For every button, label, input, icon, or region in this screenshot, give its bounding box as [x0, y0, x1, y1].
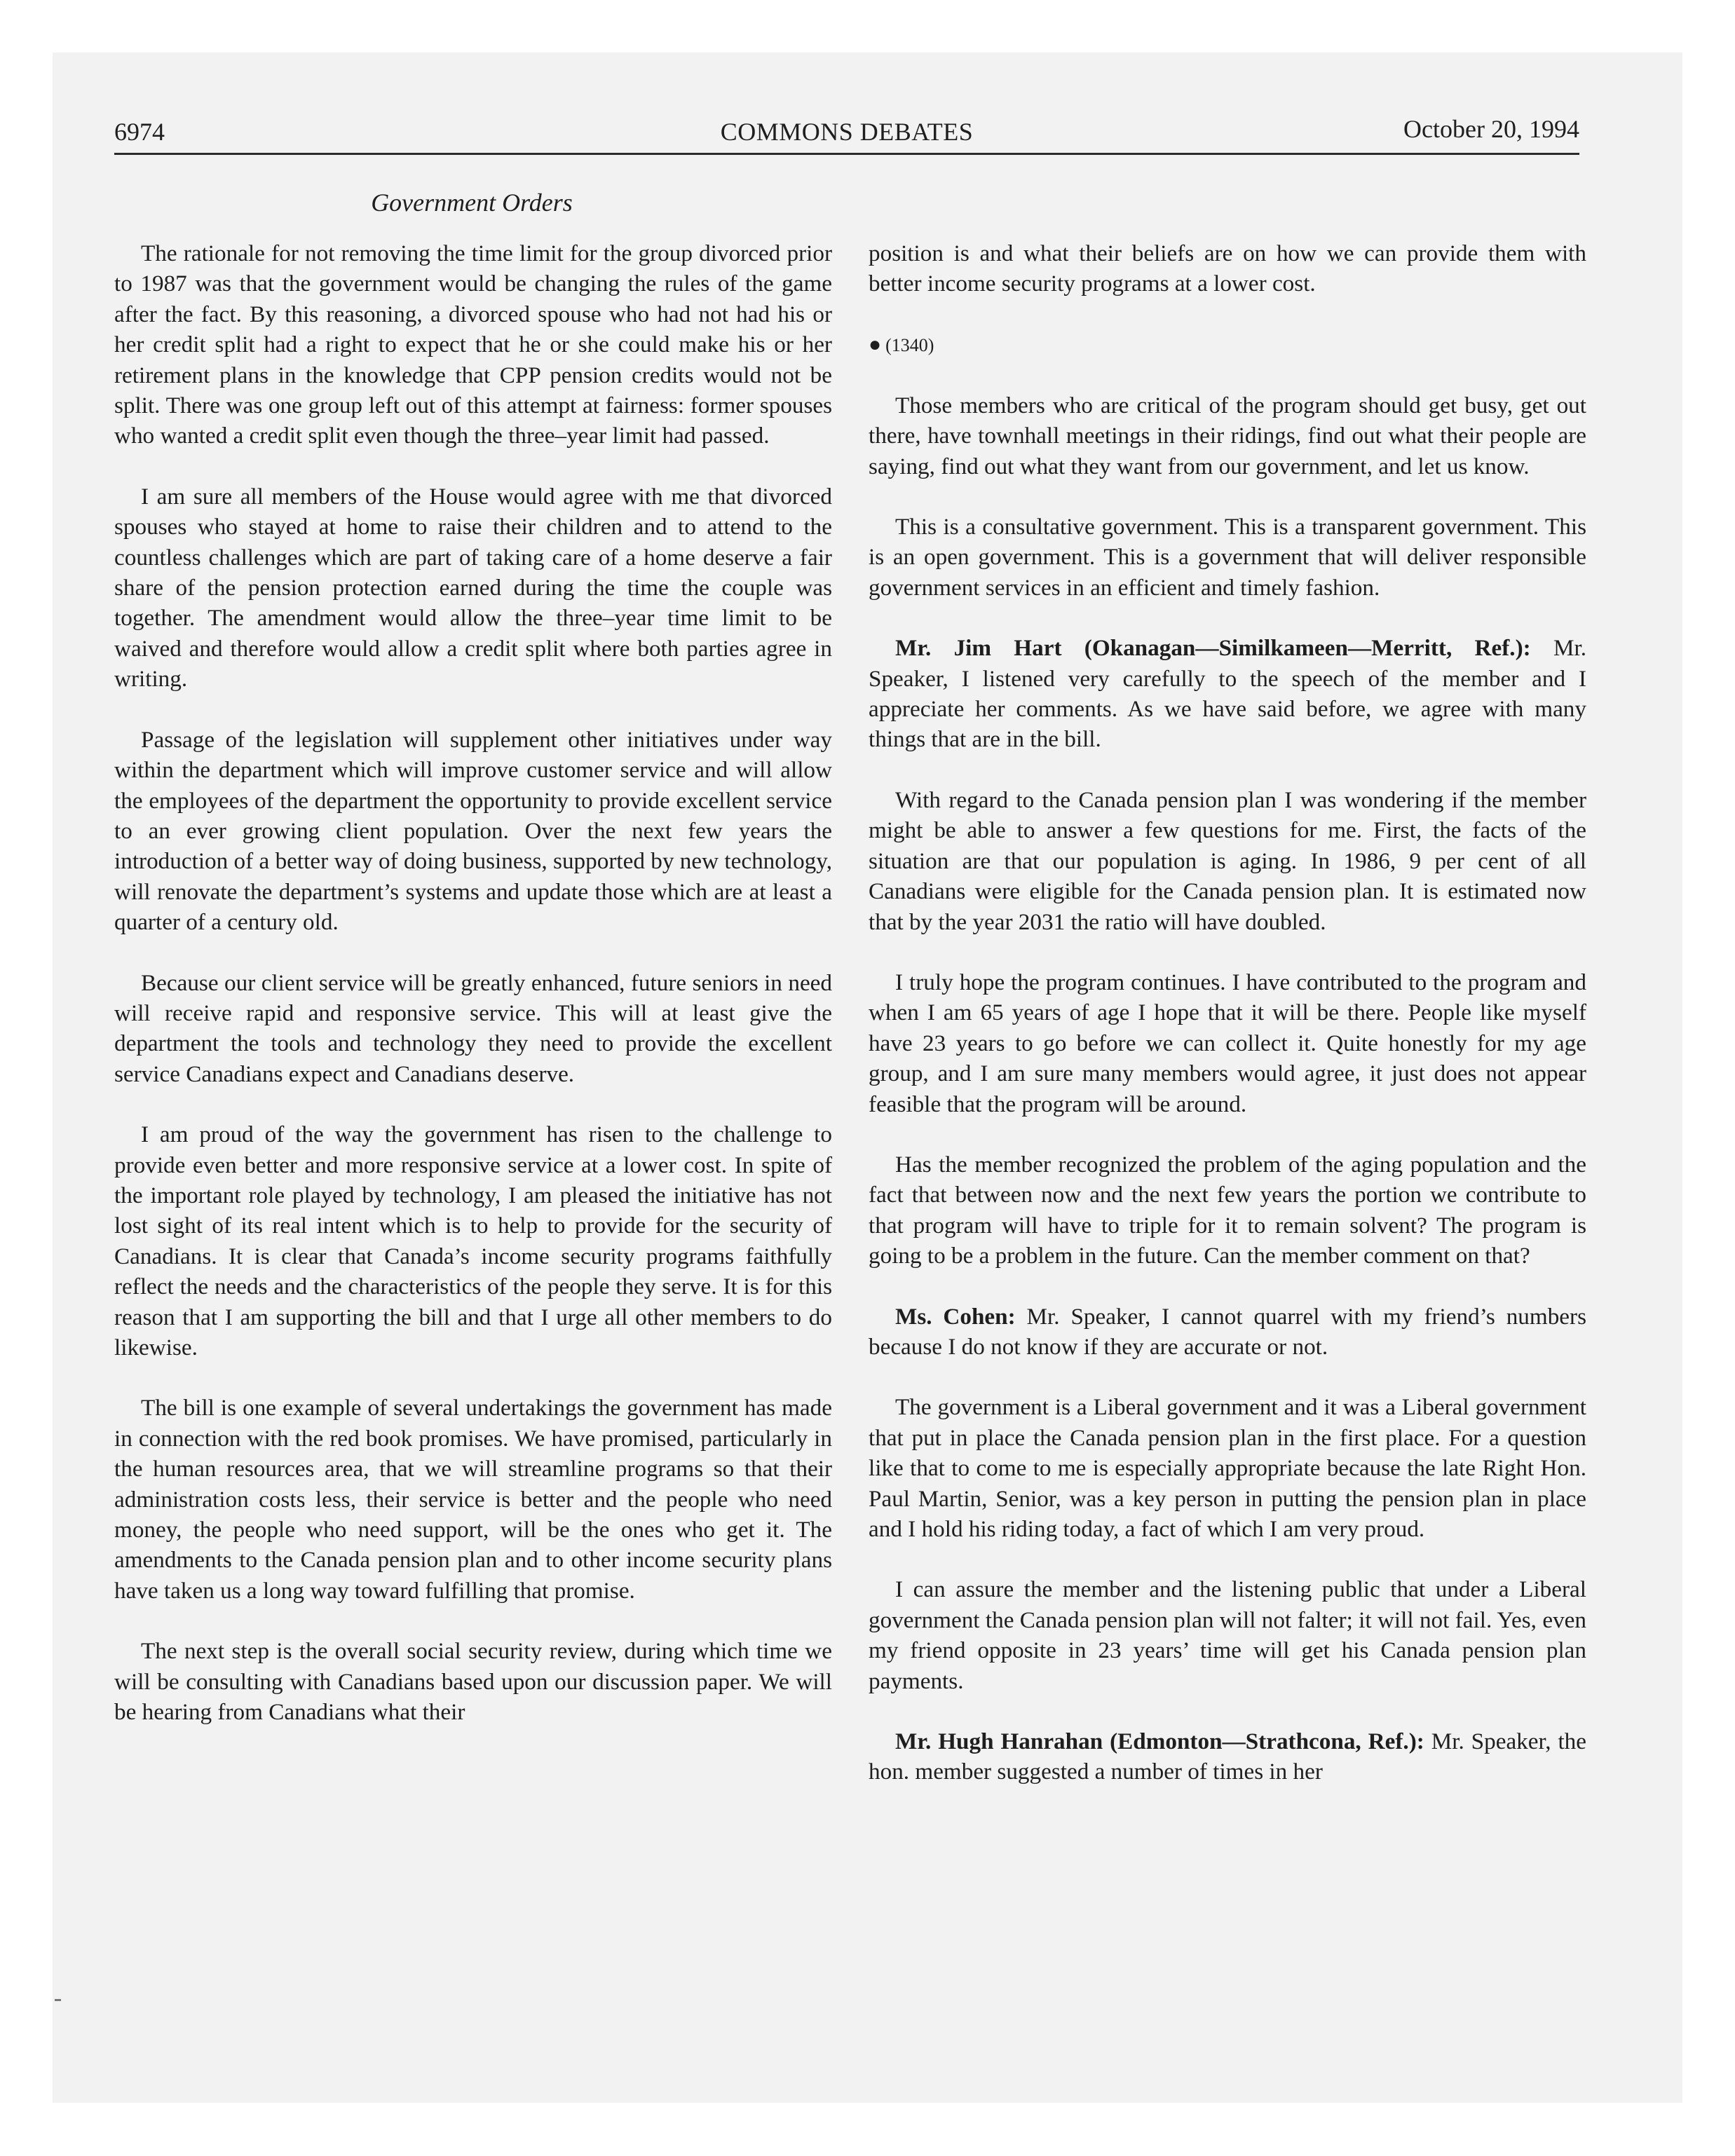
paragraph-text: This is a consultative government. This is a transparent government. This is an open government. This is a government that will deliver responsible government services in an efficient and timely fashion.: [869, 514, 1586, 601]
paragraph-text: Those members who are critical of the program should get busy, get out there, have townhall meetings in their ridings, find out what their people are saying, find out what they want from our government, and let us know.: [869, 392, 1586, 479]
paragraph: [869, 1149, 1586, 1271]
time-marker-label: (1340): [885, 334, 934, 355]
paragraph: The next step is the overall social security review, during which time we will be consulting with Canadians based upon our discussion paper. We will be hearing from Canadians what their: [114, 1638, 832, 1726]
publication-date: October 20, 1994: [1403, 115, 1579, 143]
page-number: 6974: [114, 118, 165, 146]
paragraph: [869, 390, 1586, 482]
paragraph: Passage of the legislation will supplement other initiatives under way within the department which will improve customer service and will allow the employees of the department the opportunity to provide excellent service to an ever growing client population. Over the next few years the introduction of a better way of doing business, supported by new technology, will renovate the department’s systems and update those which are at least a quarter of a century old.: [114, 726, 832, 936]
paragraph: The rationale for not removing the time limit for the group divorced prior to 1987 was that the government would be changing the rules of the game after the fact. By this reasoning, a divorced spouse who had not had his or her credit split had a right to expect that he or she could make his or her retirement plans in the knowledge that CPP pension credits would not be split. There was one group left out of this attempt at fairness: former spouses who wanted a credit split even though the three–year limit had passed.: [114, 240, 832, 449]
paragraph: [869, 1574, 1586, 1696]
paragraph: I am sure all members of the House would agree with me that divorced spouses who stayed at home to raise their children and to attend to the countless challenges which are part of taking care of a home deserve a fair share of the pension protection earned during the time the couple was together. The amendment would allow the three–year time limit to be waived and therefore would allow a credit split where both parties agree in writing.: [114, 483, 832, 692]
time-marker: [869, 329, 1586, 360]
speaker-name: Ms. Cohen:: [895, 1303, 1016, 1330]
paragraph: [869, 785, 1586, 937]
paragraph-text: Mr. Speaker, I cannot quarrel with my friend’s numbers because I do not know if they are accurate or not.: [869, 1303, 1586, 1360]
section-title: Government Orders: [371, 189, 573, 217]
paragraph: [869, 1392, 1586, 1544]
continued-paragraph: position is and what their beliefs are on how we can provide them with better income security programs at a lower cost.: [869, 240, 1586, 297]
publication-title: COMMONS DEBATES: [720, 118, 974, 146]
paragraph-text: The government is a Liberal government and it was a Liberal government that put in place the Canada pension plan in the first place. For a question like that to come to me is especially appropriate because the late Right Hon. Paul Martin, Senior, was a key person in putting the pension plan in place and I hold his riding today, a fact of which I am very proud.: [869, 1394, 1586, 1542]
paragraph-text: I truly hope the program continues. I have contributed to the program and when I am 65 years of age I hope that it will be there. People like myself have 23 years to go before we can collect it. Quite honestly for my age group, and I am sure many members would agree, it just does not appear feasible that the program will be around.: [869, 969, 1586, 1117]
left-column: [114, 238, 832, 1757]
speaker-name: Mr. Hugh Hanrahan (Edmonton—Strathcona, Ref.):: [895, 1728, 1424, 1755]
paragraph: Because our client service will be greatly enhanced, future seniors in need will receive rapid and responsive service. This will at least give the department the tools and technology they need to provide the excellent service Canadians expect and Canadians deserve.: [114, 969, 832, 1087]
paragraph-text: Mr. Speaker, I listened very carefully to the speech of the member and I appreciate her comments. As we have said before, we agree with many things that are in the bill.: [869, 635, 1587, 753]
margin-mark: [55, 1999, 61, 2001]
paragraph: [869, 967, 1586, 1119]
paragraph-text: I can assure the member and the listening public that under a Liberal government the Canada pension plan will not falter; it will not fail. Yes, even my friend opposite in 23 years’ time will get his Canada pension plan payments.: [869, 1576, 1586, 1694]
paragraph: [869, 1302, 1586, 1363]
speaker-name: Mr. Jim Hart (Okanagan—Similkameen—Merritt, Ref.):: [895, 635, 1531, 662]
paragraph: [869, 512, 1586, 603]
page-header: [114, 115, 1579, 155]
paragraph: [869, 1726, 1586, 1787]
paragraph-text: Has the member recognized the problem of the aging population and the fact that between now and the next few years the portion we contribute to that program will have to triple for it to remain solvent? The program is going to be a problem in the future. Can the member comment on that?: [869, 1151, 1586, 1269]
paragraph: The bill is one example of several undertakings the government has made in connection with the red book promises. We have promised, particularly in the human resources area, that we will streamline programs so that their administration costs less, their service is better and the people who need money, the people who need support, will be the ones who get it. The amendments to the Canada pension plan and to other income security plans have taken us a long way toward fulfilling that promise.: [114, 1395, 832, 1604]
right-column: [869, 238, 1586, 1817]
paragraph: I am proud of the way the government has risen to the challenge to provide even better and more responsive service at a lower cost. In spite of the important role played by technology, I am pleased the initiative has not lost sight of its real intent which is to help to provide for the security of Canadians. It is clear that Canada’s income security programs faithfully reflect the needs and the characteristics of the people they serve. It is for this reason that I am supporting the bill and that I urge all other members to do likewise.: [114, 1121, 832, 1360]
bullet-icon: ●: [869, 332, 882, 356]
paragraph: [869, 633, 1586, 755]
paragraph-text: Mr. Speaker, the hon. member suggested a number of times in her: [869, 1728, 1586, 1785]
paragraph-text: With regard to the Canada pension plan I was wondering if the member might be able to answer a few questions for me. First, the facts of the situation are that our population is aging. In 1986, 9 per cent of all Canadians were eligible for the Canada pension plan. It is estimated now that by the year 2031 the ratio will have doubled.: [869, 786, 1586, 935]
